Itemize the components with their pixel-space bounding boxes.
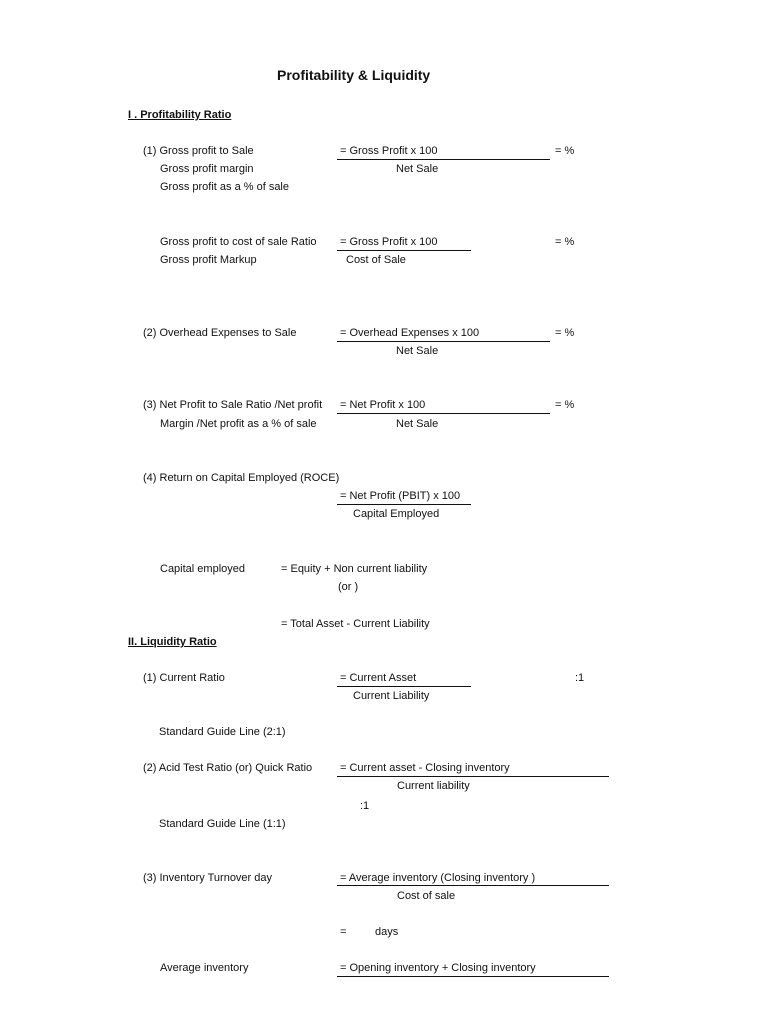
capital-employed-label: Capital employed — [160, 563, 245, 575]
net-profit-fraction-line — [337, 413, 550, 414]
inventory-days-fraction-line — [337, 885, 609, 886]
inventory-days-denominator: Cost of sale — [397, 890, 456, 902]
roce-fraction-line — [337, 504, 471, 505]
roce-label: (4) Return on Capital Employed (ROCE) — [143, 472, 340, 484]
gp-sale-alt-1: Gross profit margin — [160, 163, 254, 175]
gp-cos-result: = % — [555, 236, 575, 248]
section-heading-profitability: I . Profitability Ratio — [128, 109, 232, 121]
capital-employed-formula-1: = Equity + Non current liability — [281, 563, 428, 575]
gp-sale-result: = % — [555, 145, 575, 157]
gp-cos-numerator: = Gross Profit x 100 — [340, 236, 438, 248]
current-ratio-numerator: = Current Asset — [340, 672, 417, 684]
gp-cos-label: Gross profit to cost of sale Ratio — [160, 236, 317, 248]
overhead-result: = % — [555, 327, 575, 339]
current-ratio-denominator: Current Liability — [353, 690, 430, 702]
page-title: Profitability & Liquidity — [277, 67, 431, 83]
gp-sale-denominator: Net Sale — [396, 163, 439, 175]
gp-sale-fraction-line — [337, 159, 550, 160]
inventory-days-numerator: = Average inventory (Closing inventory ) — [340, 872, 536, 884]
inventory-days-equals: = — [340, 926, 347, 938]
avg-inventory-fraction-line — [337, 976, 609, 977]
net-profit-alt-1: Margin /Net profit as a % of sale — [160, 418, 317, 430]
current-ratio-result: :1 — [575, 672, 585, 684]
net-profit-label: (3) Net Profit to Sale Ratio /Net profit — [143, 399, 323, 411]
gp-sale-label: (1) Gross profit to Sale — [143, 145, 254, 157]
overhead-fraction-line — [337, 341, 550, 342]
current-ratio-label: (1) Current Ratio — [143, 672, 225, 684]
acid-test-guide: Standard Guide Line (1:1) — [159, 818, 286, 830]
current-ratio-fraction-line — [337, 686, 471, 687]
capital-employed-or: (or ) — [338, 581, 359, 593]
acid-test-numerator: = Current asset - Closing inventory — [340, 762, 510, 774]
overhead-denominator: Net Sale — [396, 345, 439, 357]
acid-test-result: :1 — [360, 800, 370, 812]
acid-test-denominator: Current liability — [397, 780, 470, 792]
gp-cos-alt-1: Gross profit Markup — [160, 254, 257, 266]
inventory-days-label: (3) Inventory Turnover day — [143, 872, 273, 884]
avg-inventory-numerator: = Opening inventory + Closing inventory — [340, 962, 536, 974]
roce-denominator: Capital Employed — [353, 508, 440, 520]
gp-cos-denominator: Cost of Sale — [346, 254, 406, 266]
gp-cos-fraction-line — [337, 250, 471, 251]
avg-inventory-label: Average inventory — [160, 962, 249, 974]
acid-test-fraction-line — [337, 776, 609, 777]
net-profit-result: = % — [555, 399, 575, 411]
overhead-label: (2) Overhead Expenses to Sale — [143, 327, 297, 339]
section-heading-liquidity: II. Liquidity Ratio — [128, 636, 217, 648]
overhead-numerator: = Overhead Expenses x 100 — [340, 327, 480, 339]
gp-sale-alt-2: Gross profit as a % of sale — [160, 181, 289, 193]
roce-numerator: = Net Profit (PBIT) x 100 — [340, 490, 461, 502]
capital-employed-formula-2: = Total Asset - Current Liability — [281, 618, 430, 630]
acid-test-label: (2) Acid Test Ratio (or) Quick Ratio — [143, 762, 313, 774]
inventory-days-unit: days — [375, 926, 399, 938]
gp-sale-numerator: = Gross Profit x 100 — [340, 145, 438, 157]
net-profit-numerator: = Net Profit x 100 — [340, 399, 426, 411]
net-profit-denominator: Net Sale — [396, 418, 439, 430]
current-ratio-guide: Standard Guide Line (2:1) — [159, 726, 286, 738]
